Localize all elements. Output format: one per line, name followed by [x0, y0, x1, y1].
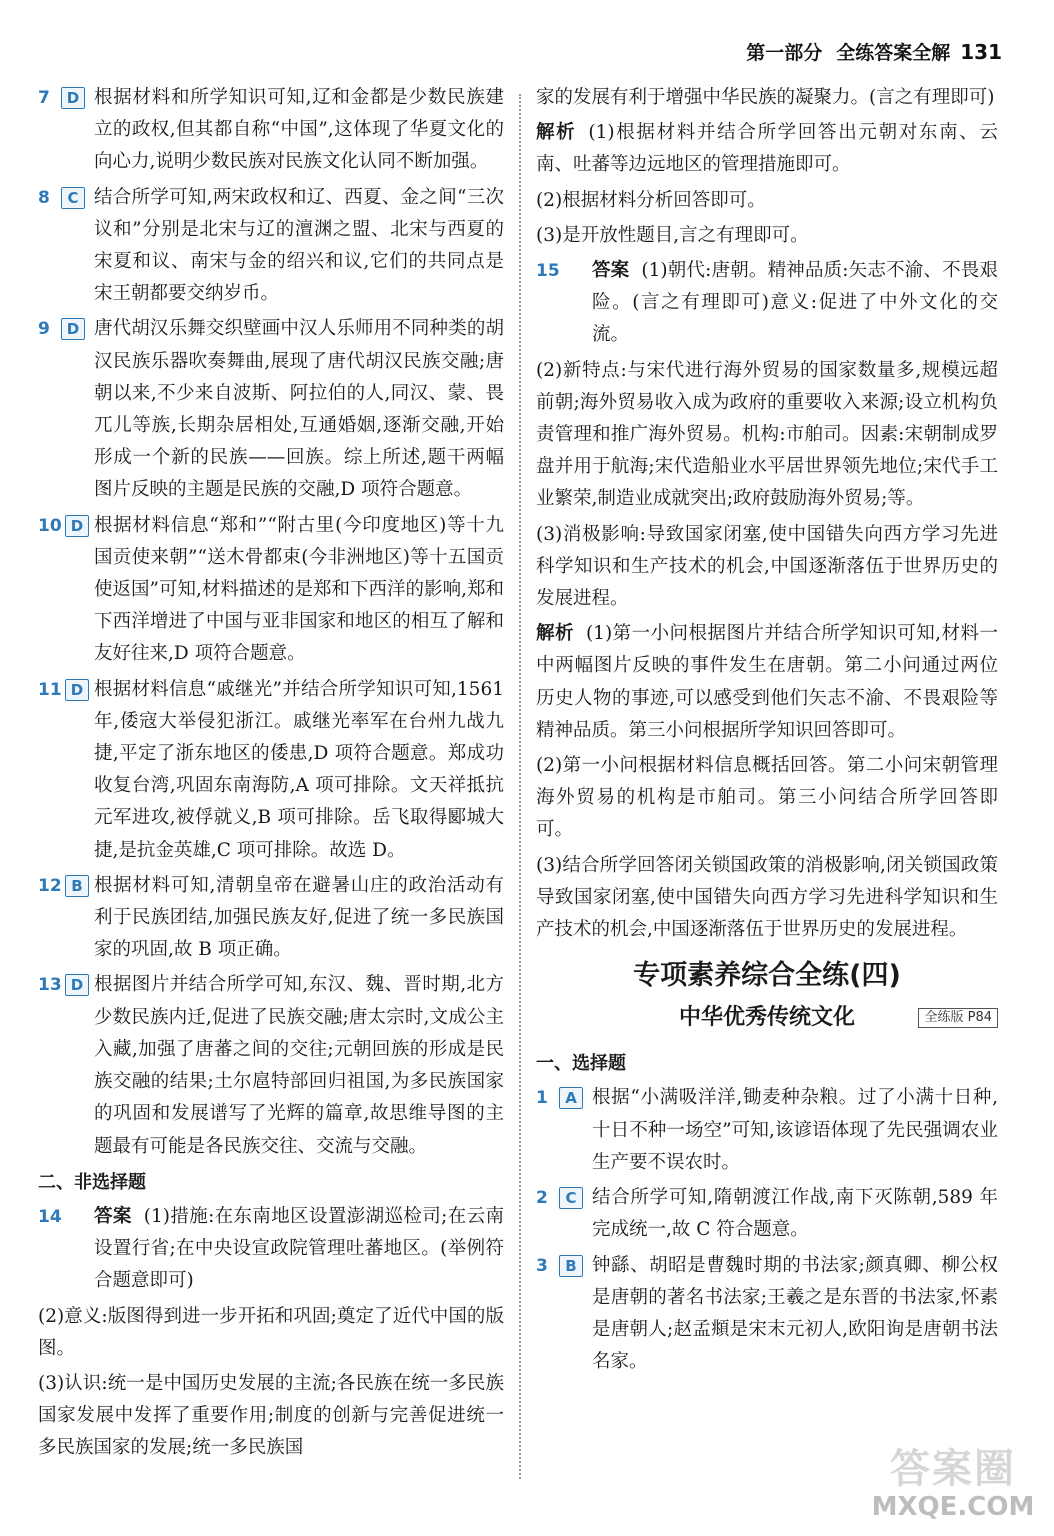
question-text: 根据材料信息“郑和”“附古里(今印度地区)等十九国贡使来朝”“送木骨都束(今非洲地区)等十五国贡使返国”可知,材料描述的是郑和下西洋的影响,郑和下西洋增进了中国与亚非国家和地区的相互了解和友好往来,D 项符合题意。 — [94, 514, 504, 665]
analysis-tag: 解析 — [536, 122, 577, 144]
question-text: 唐代胡汉乐舞交织壁画中汉人乐师用不同种类的胡汉民族乐器吹奏舞曲,展现了唐代胡汉民族交融;唐朝以来,不少来自波斯、阿拉伯的人,同汉、蒙、畏兀儿等族,长期杂居相处,互通婚姻,逐渐交融,开始形成一个新的民族——回族。综上所述,题干两幅图片反映的主题是民族的交融,D 项符合题意。 — [94, 318, 504, 501]
column-divider — [519, 94, 521, 1479]
header-part: 第一部分 — [746, 42, 823, 64]
answer-badge: D — [65, 515, 89, 537]
answer-badge: D — [65, 679, 89, 701]
watermark-logo — [858, 1446, 1048, 1532]
question-8 — [38, 182, 504, 311]
answer-part-2: (2)新特点:与宋代进行海外贸易的国家数量多,规模远超前朝;海外贸易收入成为政府的重要收入来源;设立机构负责管理和推广海外贸易。机构:市舶司。因素:宋朝制成罗盘并用于航海;宋代造船业水平居世界领先地位;宋代手工业繁荣,制造业成就突出;政府鼓励海外贸易;等。 — [536, 359, 998, 510]
answer-part-3: (3)消极影响:导致国家闭塞,使中国错失向西方学习先进科学知识和生产技术的机会,中国逐渐落伍于世界历史的发展进程。 — [536, 523, 998, 610]
answer-tag: 答案 — [94, 1205, 132, 1227]
question-15 — [536, 255, 998, 352]
question-number: 13 — [38, 975, 62, 996]
question-number: 14 — [38, 1206, 62, 1227]
answer-badge: C — [559, 1187, 583, 1209]
analysis-part-2: (2)第一小问根据材料信息概括回答。第二小问宋朝管理海外贸易的机构是市舶司。第三小问结合所学回答即可。 — [536, 755, 998, 841]
question-text: 结合所学可知,隋朝渡江作战,南下灭陈朝,589 年完成统一,故 C 符合题意。 — [592, 1187, 998, 1241]
question-number: 3 — [536, 1255, 548, 1276]
answer-part-1: (1)朝代:唐朝。精神品质:矢志不渝、不畏艰险。(言之有理即可)意义:促进了中外文化的交流。 — [592, 260, 998, 346]
question-7 — [38, 82, 504, 179]
question-13 — [38, 969, 504, 1162]
question-9 — [38, 313, 504, 506]
watermark-text: 答案圈 — [890, 1446, 1016, 1492]
question-number: 8 — [38, 187, 50, 208]
answer-badge: D — [65, 974, 89, 996]
question-1 — [536, 1082, 998, 1179]
question-number: 2 — [536, 1188, 548, 1209]
answer-part-2: (2)意义:版图得到进一步开拓和巩固;奠定了近代中国的版图。 — [38, 1305, 504, 1359]
section-subtitle: 中华优秀传统文化 — [678, 1005, 855, 1031]
subtitle-row — [536, 1000, 998, 1044]
analysis-tag: 解析 — [536, 623, 574, 645]
answer-badge: D — [61, 87, 85, 109]
analysis-part-1: (1)第一小问根据图片并结合所学知识可知,材料一中两幅图片反映的事件发生在唐朝。第二小问通过两位历史人物的事迹,可以感受到他们矢志不渝、不畏艰险等精神品质。第三小问根据所学知识回答即可。 — [536, 623, 998, 741]
answer-badge: D — [61, 318, 85, 340]
question-11 — [38, 674, 504, 867]
analysis-14 — [536, 117, 998, 181]
question-number: 15 — [536, 261, 560, 282]
question-number: 12 — [38, 875, 62, 896]
question-number: 9 — [38, 319, 50, 340]
question-3 — [536, 1250, 998, 1379]
question-number: 7 — [38, 88, 50, 108]
page-number: 131 — [960, 40, 1002, 64]
left-column — [38, 82, 504, 1468]
analysis-part-2: (2)根据材料分析回答即可。 — [536, 189, 766, 211]
section-title-choice: 一、选择题 — [536, 1053, 626, 1075]
page-reference: 全练版 P84 — [918, 1008, 998, 1028]
question-12 — [38, 870, 504, 967]
question-text: 根据图片并结合所学可知,东汉、魏、晋时期,北方少数民族内迁,促进了民族交融;唐太宗时,文成公主入藏,加强了唐蕃之间的交往;元朝回族的形成是民族交融的结果;土尔扈特部回归祖国,为多民族国家的巩固和发展谱写了光辉的篇章,故思维导图的主题最有可能是各民族交往、交流与交融。 — [94, 974, 504, 1157]
question-10 — [38, 510, 504, 671]
page-header — [746, 38, 1002, 65]
answer-badge: B — [65, 875, 89, 897]
header-title: 全练答案全解 — [836, 42, 951, 64]
question-number: 10 — [38, 515, 62, 536]
question-text: 根据材料和所学知识可知,辽和金都是少数民族建立的政权,但其都自称“中国”,这体现了华夏文化的向心力,说明少数民族对民族文化认同不断加强。 — [94, 87, 504, 173]
analysis-15 — [536, 618, 998, 747]
watermark-domain: MXQE.COM — [871, 1492, 1035, 1522]
question-text: 结合所学可知,两宋政权和辽、西夏、金之间“三次议和”分别是北宋与辽的澶渊之盟、北宋与西夏的宋夏和议、南宋与金的绍兴和议,它们的共同点是宋王朝都要交纳岁币。 — [94, 186, 504, 305]
question-text: 根据“小满吸洋洋,锄麦种杂粮。过了小满十日种,十日不种一场空”可知,该谚语体现了先民强调农业生产要不误农时。 — [592, 1087, 998, 1173]
question-2 — [536, 1182, 998, 1246]
answer-part-3: (3)认识:统一是中国历史发展的主流;各民族在统一多民族国家发展中发挥了重要作用;制度的创新与完善促进统一多民族国家的发展;统一多民族国 — [38, 1372, 504, 1459]
right-column — [536, 82, 998, 1381]
question-number: 11 — [38, 679, 62, 700]
question-number: 1 — [536, 1088, 548, 1109]
analysis-part-3: (3)结合所学回答闭关锁国政策的消极影响,闭关锁国政策导致国家闭塞,使中国错失向西方学习先进科学知识和生产技术的机会,中国逐渐落伍于世界历史的发展进程。 — [536, 854, 998, 941]
analysis-part-1: (1)根据材料并结合所学回答出元朝对东南、云南、吐蕃等边远地区的管理措施即可。 — [536, 122, 998, 176]
analysis-part-3: (3)是开放性题目,言之有理即可。 — [536, 224, 809, 246]
question-text: 钟繇、胡昭是曹魏时期的书法家;颜真卿、柳公权是唐朝的著名书法家;王羲之是东晋的书法家,怀素是唐朝人;赵孟頫是宋末元初人,欧阳询是唐朝书法名家。 — [592, 1254, 998, 1373]
section-title-nonchoice: 二、非选择题 — [38, 1171, 146, 1193]
answer-badge: A — [559, 1087, 583, 1109]
answer-tag: 答案 — [592, 260, 630, 282]
answer-part-1: (1)措施:在东南地区设置澎湖巡检司;在云南设置行省;在中央设宣政院管理吐蕃地区。(举例符合题意即可) — [94, 1205, 504, 1292]
section-heading: 专项素养综合全练(四) — [633, 960, 901, 992]
answer-badge: B — [559, 1255, 583, 1277]
answer-badge: C — [61, 187, 85, 209]
question-text: 根据材料可知,清朝皇帝在避暑山庄的政治活动有利于民族团结,加强民族友好,促进了统一多民族国家的巩固,故 B 项正确。 — [94, 874, 504, 961]
question-14 — [38, 1201, 504, 1298]
answer-continuation: 家的发展有利于增强中华民族的凝聚力。(言之有理即可) — [536, 87, 995, 108]
question-text: 根据材料信息“戚继光”并结合所学知识可知,1561 年,倭寇大举侵犯浙江。戚继光率军在台州九战九捷,平定了浙东地区的倭患,D 项符合题意。郑成功收复台湾,巩固东南海防,A 项可排除。文天祥抵抗元军进攻,被俘就义,B 项可排除。岳飞取得郾城大捷,是抗金英雄,C 项可排除。故选 D。 — [94, 678, 504, 861]
